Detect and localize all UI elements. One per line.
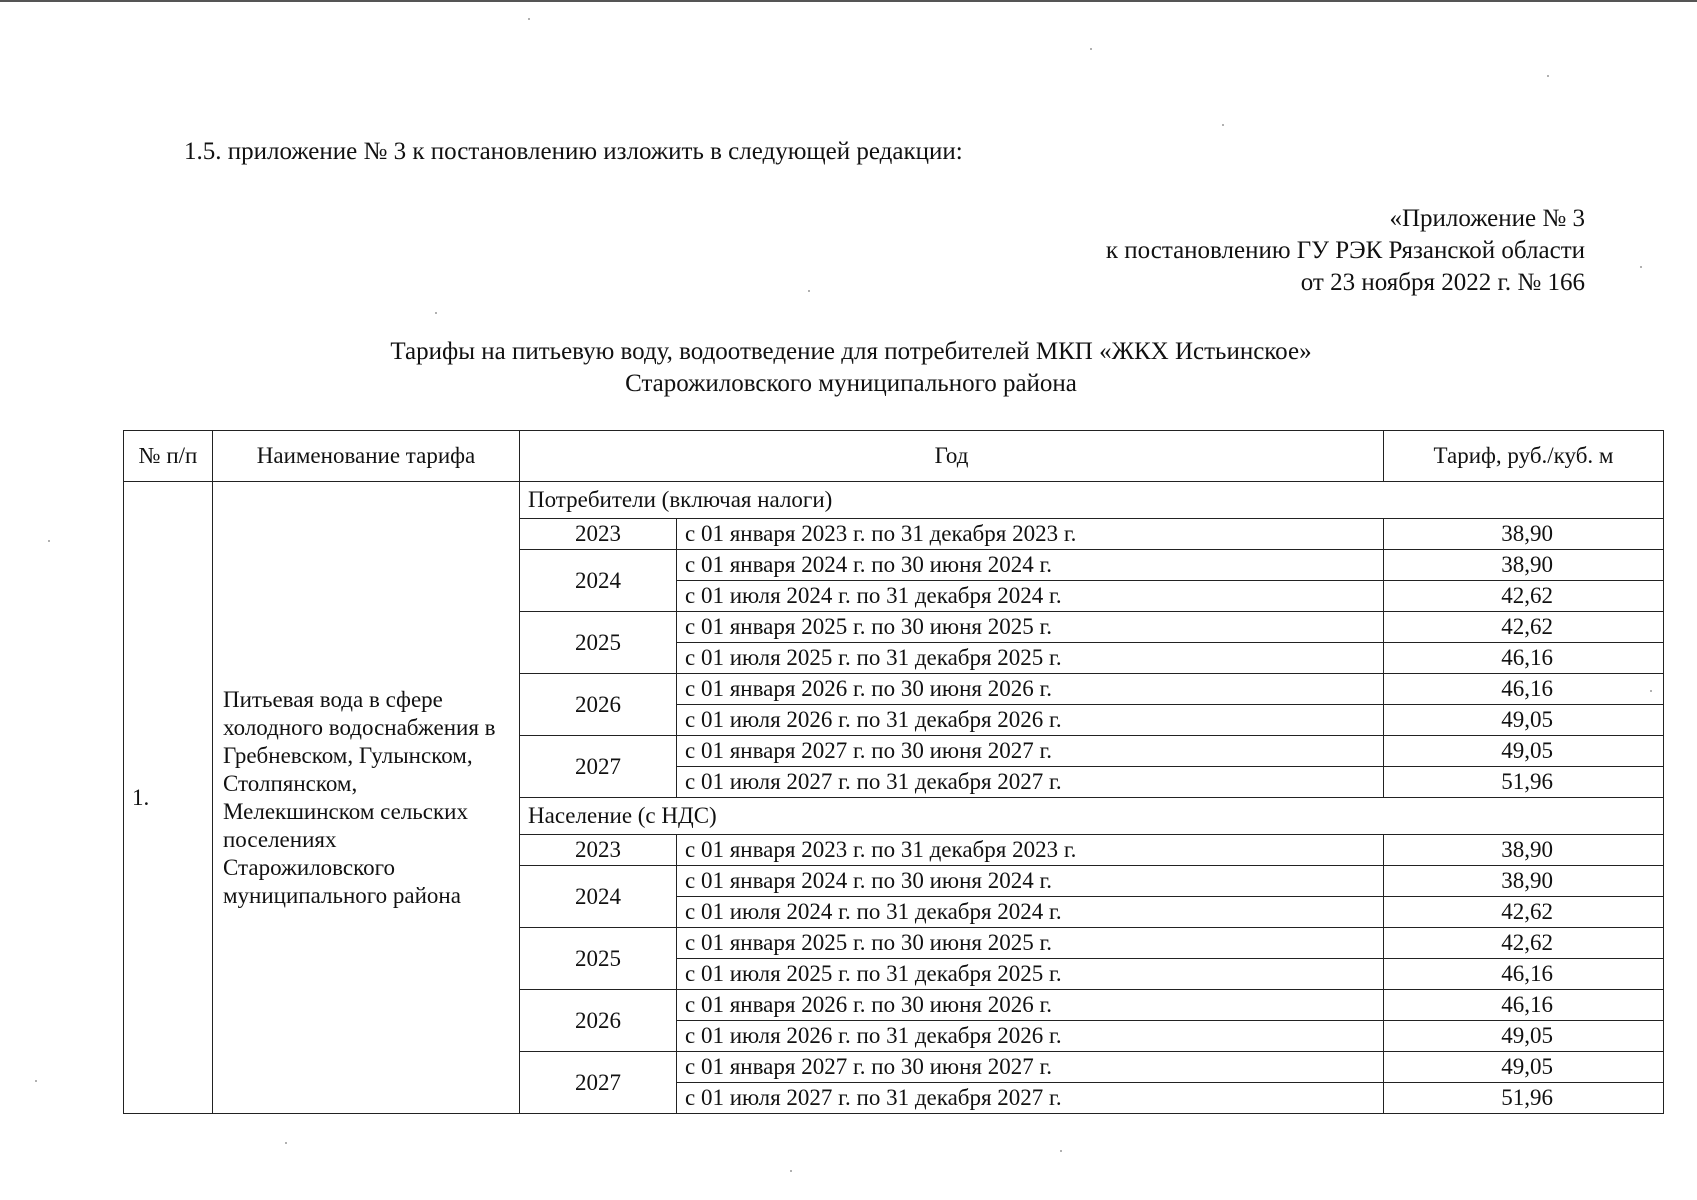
value-cell: 38,90 (1384, 866, 1664, 897)
period-cell: с 01 января 2027 г. по 30 июня 2027 г. (677, 1052, 1384, 1083)
year-cell: 2025 (520, 928, 677, 990)
period-cell: с 01 июля 2025 г. по 31 декабря 2025 г. (677, 643, 1384, 674)
period-cell: с 01 января 2024 г. по 30 июня 2024 г. (677, 550, 1384, 581)
period-cell: с 01 января 2026 г. по 30 июня 2026 г. (677, 674, 1384, 705)
scan-speck (435, 312, 437, 314)
period-cell: с 01 июля 2026 г. по 31 декабря 2026 г. (677, 1021, 1384, 1052)
tariff-table (123, 430, 1664, 1114)
scan-speck (1060, 1150, 1062, 1152)
scan-speck (35, 1080, 37, 1082)
value-cell: 42,62 (1384, 612, 1664, 643)
period-cell: с 01 января 2027 г. по 30 июня 2027 г. (677, 736, 1384, 767)
period-cell: с 01 июля 2027 г. по 31 декабря 2027 г. (677, 1083, 1384, 1114)
document-title (125, 336, 1577, 400)
period-cell: с 01 января 2025 г. по 30 июня 2025 г. (677, 612, 1384, 643)
value-cell: 42,62 (1384, 581, 1664, 612)
scan-speck (1090, 48, 1092, 50)
scan-speck (528, 18, 530, 20)
title-line-1: Тарифы на питьевую воду, водоотведение для потребителей МКП «ЖКХ Истьинское» (390, 338, 1312, 365)
scan-speck (1640, 266, 1642, 268)
value-cell: 51,96 (1384, 767, 1664, 798)
header-tariff-name: Наименование тарифа (213, 431, 520, 482)
scan-speck (790, 1170, 792, 1172)
tariff-name: Питьевая вода в сфере холодного водоснабжения в Гребневском, Гулынском, Столпянском, Мелекшинском сельских поселениях Старожиловского муниципального района (213, 482, 520, 1114)
scan-speck (1222, 124, 1224, 126)
value-cell: 38,90 (1384, 835, 1664, 866)
table-header-row (124, 431, 1664, 482)
header-number: № п/п (124, 431, 213, 482)
scan-speck (1547, 75, 1549, 77)
value-cell: 46,16 (1384, 643, 1664, 674)
value-cell: 46,16 (1384, 990, 1664, 1021)
row-number: 1. (124, 482, 213, 1114)
year-cell: 2023 (520, 519, 677, 550)
scan-speck (48, 540, 50, 542)
value-cell: 46,16 (1384, 674, 1664, 705)
title-line-2: Старожиловского муниципального района (625, 370, 1077, 397)
value-cell: 38,90 (1384, 550, 1664, 581)
period-cell: с 01 января 2025 г. по 30 июня 2025 г. (677, 928, 1384, 959)
period-cell: с 01 января 2023 г. по 31 декабря 2023 г. (677, 835, 1384, 866)
period-cell: с 01 июля 2024 г. по 31 декабря 2024 г. (677, 897, 1384, 928)
value-cell: 42,62 (1384, 928, 1664, 959)
header-tariff-value: Тариф, руб./куб. м (1384, 431, 1664, 482)
year-cell: 2025 (520, 612, 677, 674)
scan-speck (285, 1142, 287, 1144)
value-cell: 49,05 (1384, 736, 1664, 767)
section-label: Потребители (включая налоги) (520, 482, 1664, 519)
year-cell: 2026 (520, 674, 677, 736)
period-cell: с 01 января 2024 г. по 30 июня 2024 г. (677, 866, 1384, 897)
value-cell: 51,96 (1384, 1083, 1664, 1114)
period-cell: с 01 июля 2027 г. по 31 декабря 2027 г. (677, 767, 1384, 798)
appendix-line-2: к постановлению ГУ РЭК Рязанской области (1105, 237, 1585, 264)
section-row (124, 482, 1664, 519)
value-cell: 49,05 (1384, 1052, 1664, 1083)
scan-speck (1650, 690, 1652, 692)
value-cell: 49,05 (1384, 705, 1664, 736)
year-cell: 2026 (520, 990, 677, 1052)
year-cell: 2027 (520, 736, 677, 798)
period-cell: с 01 января 2023 г. по 31 декабря 2023 г. (677, 519, 1384, 550)
appendix-reference (1106, 203, 1585, 299)
value-cell: 42,62 (1384, 897, 1664, 928)
section-label: Население (с НДС) (520, 798, 1664, 835)
period-cell: с 01 июля 2025 г. по 31 декабря 2025 г. (677, 959, 1384, 990)
top-border-line (0, 0, 1697, 2)
year-cell: 2023 (520, 835, 677, 866)
period-cell: с 01 июля 2026 г. по 31 декабря 2026 г. (677, 705, 1384, 736)
value-cell: 46,16 (1384, 959, 1664, 990)
year-cell: 2027 (520, 1052, 677, 1114)
year-cell: 2024 (520, 866, 677, 928)
value-cell: 38,90 (1384, 519, 1664, 550)
intro-paragraph: 1.5. приложение № 3 к постановлению изложить в следующей редакции: (184, 138, 963, 165)
period-cell: с 01 июля 2024 г. по 31 декабря 2024 г. (677, 581, 1384, 612)
appendix-line-1: «Приложение № 3 (1389, 205, 1585, 232)
scan-speck (808, 290, 810, 292)
header-year: Год (520, 431, 1384, 482)
year-cell: 2024 (520, 550, 677, 612)
value-cell: 49,05 (1384, 1021, 1664, 1052)
period-cell: с 01 января 2026 г. по 30 июня 2026 г. (677, 990, 1384, 1021)
appendix-line-3: от 23 ноября 2022 г. № 166 (1300, 269, 1585, 296)
